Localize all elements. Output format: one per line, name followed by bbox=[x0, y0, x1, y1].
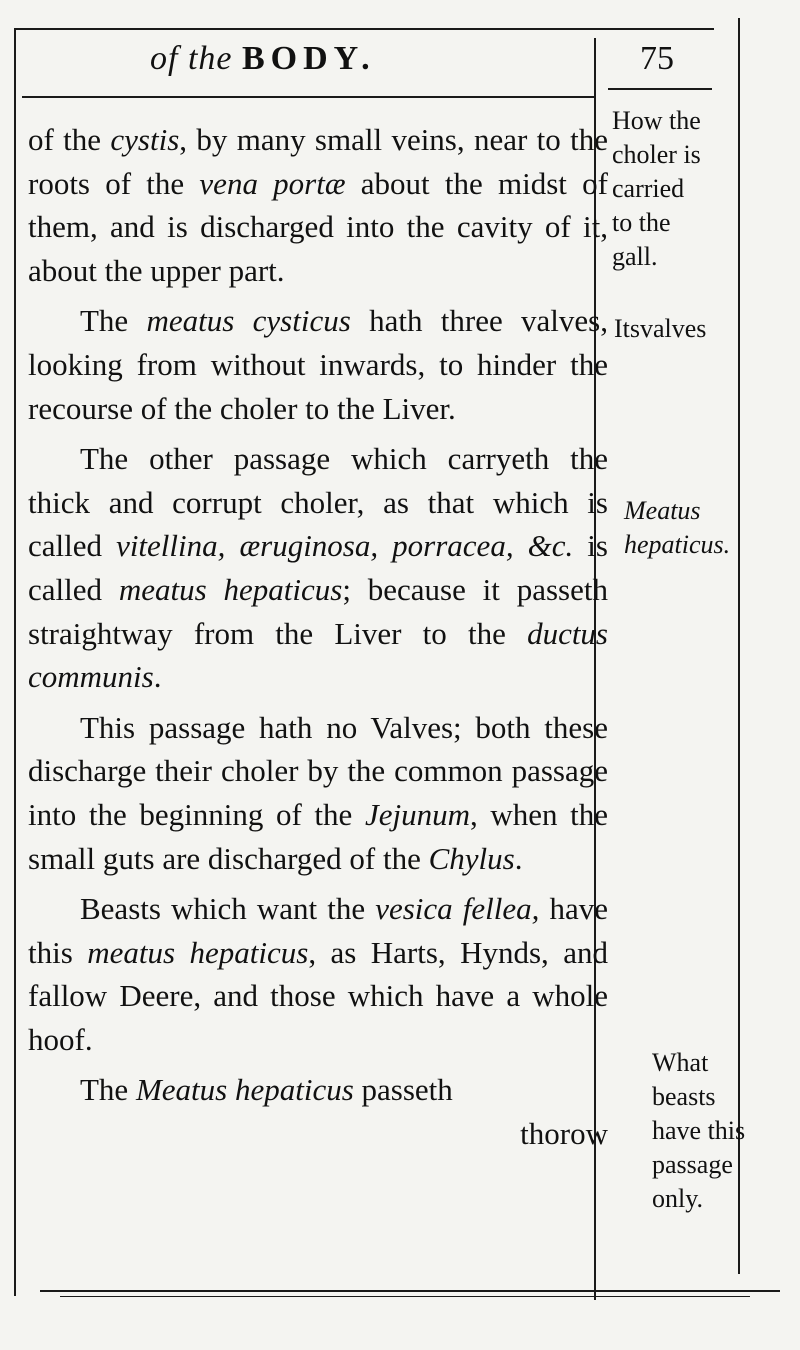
italic-term: meatus hepaticus bbox=[118, 571, 343, 607]
text-run: , as Harts, Hynds, and fallow Deere, and those which have a whole hoof. bbox=[28, 934, 608, 1057]
page-number: 75 bbox=[640, 40, 674, 77]
italic-term: cystis bbox=[110, 122, 180, 157]
italic-term: vitellina, æruginosa, porracea, &c. bbox=[116, 528, 574, 564]
text-run: about the midst of them, and is discharged into the cavity of it, about the upper part. bbox=[28, 165, 608, 288]
paragraph-5 bbox=[28, 887, 608, 1061]
frame-bottom-rule-2 bbox=[60, 1296, 750, 1297]
note-line: choler is bbox=[612, 140, 701, 169]
text-run: passeth bbox=[353, 1072, 453, 1108]
catchword bbox=[28, 1112, 608, 1156]
running-head bbox=[150, 40, 376, 78]
note-line: Itsvalves bbox=[614, 314, 707, 343]
italic-term: vesica fellea, bbox=[375, 891, 540, 927]
text-run: Beasts which want the bbox=[80, 891, 376, 927]
margin-note-meatus-hepaticus bbox=[624, 494, 730, 562]
note-line: gall. bbox=[612, 242, 658, 271]
running-head-prefix: of the bbox=[150, 40, 242, 77]
text-run: ; because it passeth straightway from the Liver to the bbox=[28, 571, 608, 651]
note-line: beasts bbox=[652, 1082, 716, 1111]
running-head-caps: BODY. bbox=[241, 40, 376, 77]
note-line: carried bbox=[612, 174, 685, 203]
text-run: , by many small veins, near to the roots of the bbox=[28, 122, 608, 201]
text-run: The bbox=[80, 303, 147, 339]
header-bottom-rule bbox=[22, 96, 596, 98]
frame-top-rule bbox=[14, 28, 714, 30]
text-run: , when the small guts are discharged of the bbox=[28, 796, 608, 876]
paragraph-2 bbox=[28, 299, 608, 430]
italic-term: vena portæ bbox=[199, 165, 346, 201]
body-text bbox=[28, 118, 608, 1156]
paragraph-4 bbox=[28, 706, 608, 880]
text-run: This passage hath no Valves; both these discharge their choler by the common passage into the beginning of the bbox=[28, 709, 608, 832]
text-run: . bbox=[153, 659, 162, 695]
note-line: hepaticus. bbox=[624, 530, 731, 559]
note-line: passage bbox=[652, 1150, 733, 1179]
note-line: How the bbox=[612, 106, 701, 135]
margin-header-rule bbox=[608, 88, 712, 90]
text-run: The other passage which carryeth the thick and corrupt choler, as that which is called bbox=[28, 441, 608, 564]
frame-bottom-rule bbox=[40, 1290, 780, 1292]
italic-term: meatus cysticus bbox=[146, 303, 351, 339]
text-run: . bbox=[514, 840, 523, 876]
note-line: Meatus bbox=[624, 496, 701, 525]
italic-term: Meatus hepaticus bbox=[135, 1072, 354, 1108]
paragraph-3 bbox=[28, 437, 608, 699]
italic-term: Jejunum bbox=[364, 796, 470, 832]
text-run: have this bbox=[28, 891, 609, 970]
frame-left-rule bbox=[14, 28, 16, 1296]
margin-note-its-valves bbox=[614, 312, 706, 346]
note-line: to the bbox=[612, 208, 671, 237]
text-run: is called bbox=[28, 528, 608, 607]
margin-note-choler-carried bbox=[612, 104, 701, 274]
text-run: The bbox=[80, 1072, 136, 1108]
paragraph-6 bbox=[28, 1068, 608, 1112]
text-run: hath three valves, looking from without inwards, to hinder the recourse of the choler to the Liver. bbox=[28, 303, 608, 426]
italic-term: Chylus bbox=[428, 840, 515, 876]
note-line: What bbox=[652, 1048, 709, 1077]
margin-note-what-beasts bbox=[652, 1046, 745, 1216]
italic-term: ductus communis bbox=[28, 615, 608, 695]
note-line: have this bbox=[652, 1116, 746, 1145]
paragraph-1 bbox=[28, 118, 608, 292]
italic-term: meatus hepaticus bbox=[87, 934, 309, 970]
catchword-text: thorow bbox=[520, 1116, 608, 1152]
text-run: of the bbox=[28, 122, 111, 157]
note-line: only. bbox=[652, 1184, 704, 1213]
